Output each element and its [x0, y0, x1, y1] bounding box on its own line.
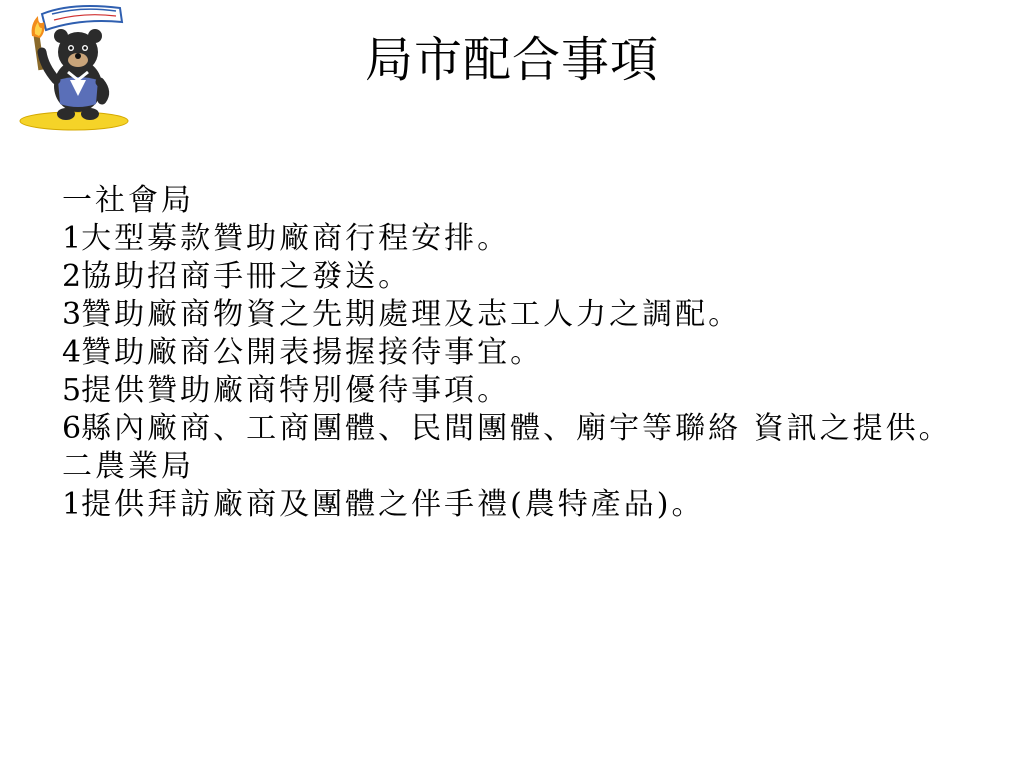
bear-mascot-torch-logo-icon	[12, 0, 130, 136]
list-item: 一社會局	[62, 183, 194, 218]
list-item: 4贊助廠商公開表揚握接待事宜。	[62, 335, 544, 370]
list-item: 二農業局	[62, 449, 194, 484]
list-item: 2協助招商手冊之發送。	[62, 259, 412, 294]
list-item: 3贊助廠商物資之先期處理及志工人力之調配。	[62, 297, 742, 332]
page-title: 局市配合事項	[364, 32, 659, 88]
list-item: 5提供贊助廠商特別優待事項。	[62, 373, 511, 408]
list-item: 1提供拜訪廠商及團體之伴手禮(農特產品)。	[62, 487, 705, 522]
list-item: 6縣內廠商、工商團體、民間團體、廟宇等聯絡 資訊之提供。	[62, 411, 952, 446]
list-item: 1大型募款贊助廠商行程安排。	[62, 221, 511, 256]
content-list	[62, 182, 962, 524]
